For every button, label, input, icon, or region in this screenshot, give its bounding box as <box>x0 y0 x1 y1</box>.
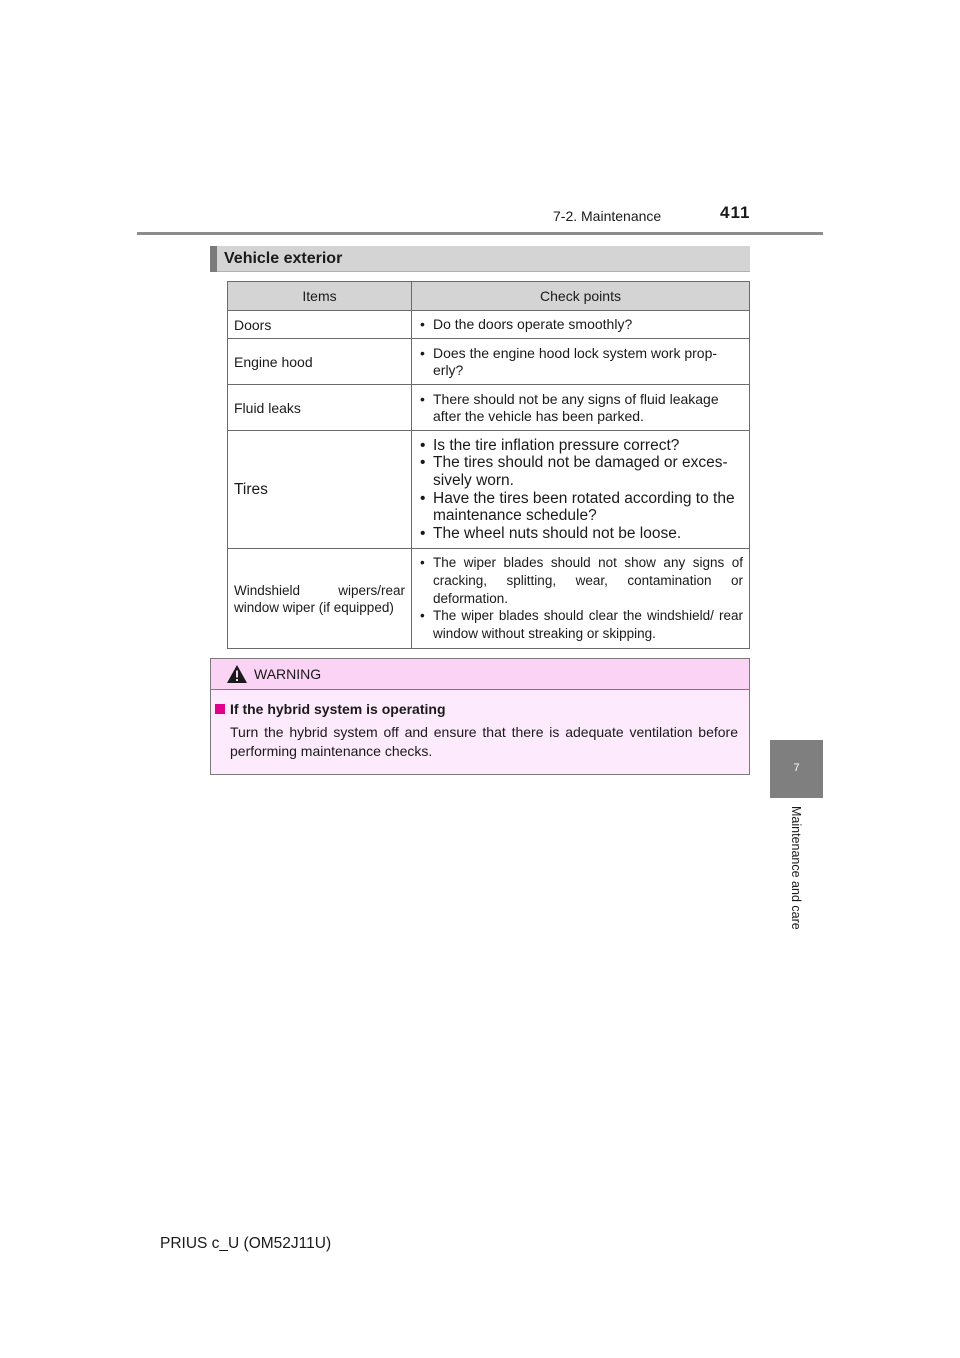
table-header-row <box>228 282 750 311</box>
square-bullet-icon <box>215 704 225 714</box>
chapter-number: 7 <box>793 762 800 774</box>
table-row <box>228 339 750 385</box>
table-row <box>228 431 750 549</box>
chapter-tab[interactable] <box>770 740 823 798</box>
check-point: • Do the doors operate smoothly? <box>418 316 743 333</box>
footer-model: PRIUS c_U (OM52J11U) <box>160 1235 332 1252</box>
warning-triangle-icon <box>226 664 248 689</box>
warning-header <box>211 659 749 690</box>
row-item: Doors <box>228 311 412 339</box>
warning-text: Turn the hybrid system off and ensure that there is adequate ventilation before performing maintenance checks. <box>230 724 738 759</box>
warning-subtitle <box>215 701 446 717</box>
row-check-points <box>412 431 750 549</box>
check-point: • The wiper blades should not show any signs of cracking, splitting, wear, contamination or deformation. <box>418 554 743 607</box>
check-point: • The wiper blades should clear the windshield/ rear window without streaking or skipping. <box>418 607 743 643</box>
check-point: • The wheel nuts should not be loose. <box>418 525 743 543</box>
header-rule <box>137 232 823 235</box>
section-heading <box>210 246 750 272</box>
check-point: • Have the tires been rotated according to the maintenance schedule? <box>418 490 743 525</box>
row-check-points <box>412 311 750 339</box>
table-row <box>228 385 750 431</box>
header-section-title: 7-2. Maintenance <box>553 208 662 224</box>
row-item: Windshield wipers/rear window wiper (if equipped) <box>228 549 412 649</box>
warning-body <box>211 690 749 774</box>
row-item: Fluid leaks <box>228 385 412 431</box>
table-row <box>228 549 750 649</box>
column-header-items: Items <box>228 282 412 311</box>
table-row <box>228 311 750 339</box>
warning-label: WARNING <box>254 666 322 682</box>
column-header-check-points: Check points <box>412 282 750 311</box>
check-point: • The tires should not be damaged or exces-sively worn. <box>418 454 743 489</box>
page-number: 411 <box>720 203 751 222</box>
row-check-points <box>412 549 750 649</box>
check-point: • There should not be any signs of fluid leakage after the vehicle has been parked. <box>418 391 743 425</box>
section-marker <box>210 246 217 272</box>
row-item: Engine hood <box>228 339 412 385</box>
row-item: Tires <box>228 431 412 549</box>
warning-box <box>210 658 750 775</box>
row-check-points <box>412 339 750 385</box>
check-table <box>227 281 750 649</box>
section-title: Vehicle exterior <box>224 250 343 267</box>
warning-subtitle-text: If the hybrid system is operating <box>230 701 446 717</box>
chapter-title: Maintenance and care <box>789 806 803 930</box>
row-check-points <box>412 385 750 431</box>
check-point: • Is the tire inflation pressure correct? <box>418 437 743 455</box>
check-point: • Does the engine hood lock system work prop-erly? <box>418 345 743 379</box>
